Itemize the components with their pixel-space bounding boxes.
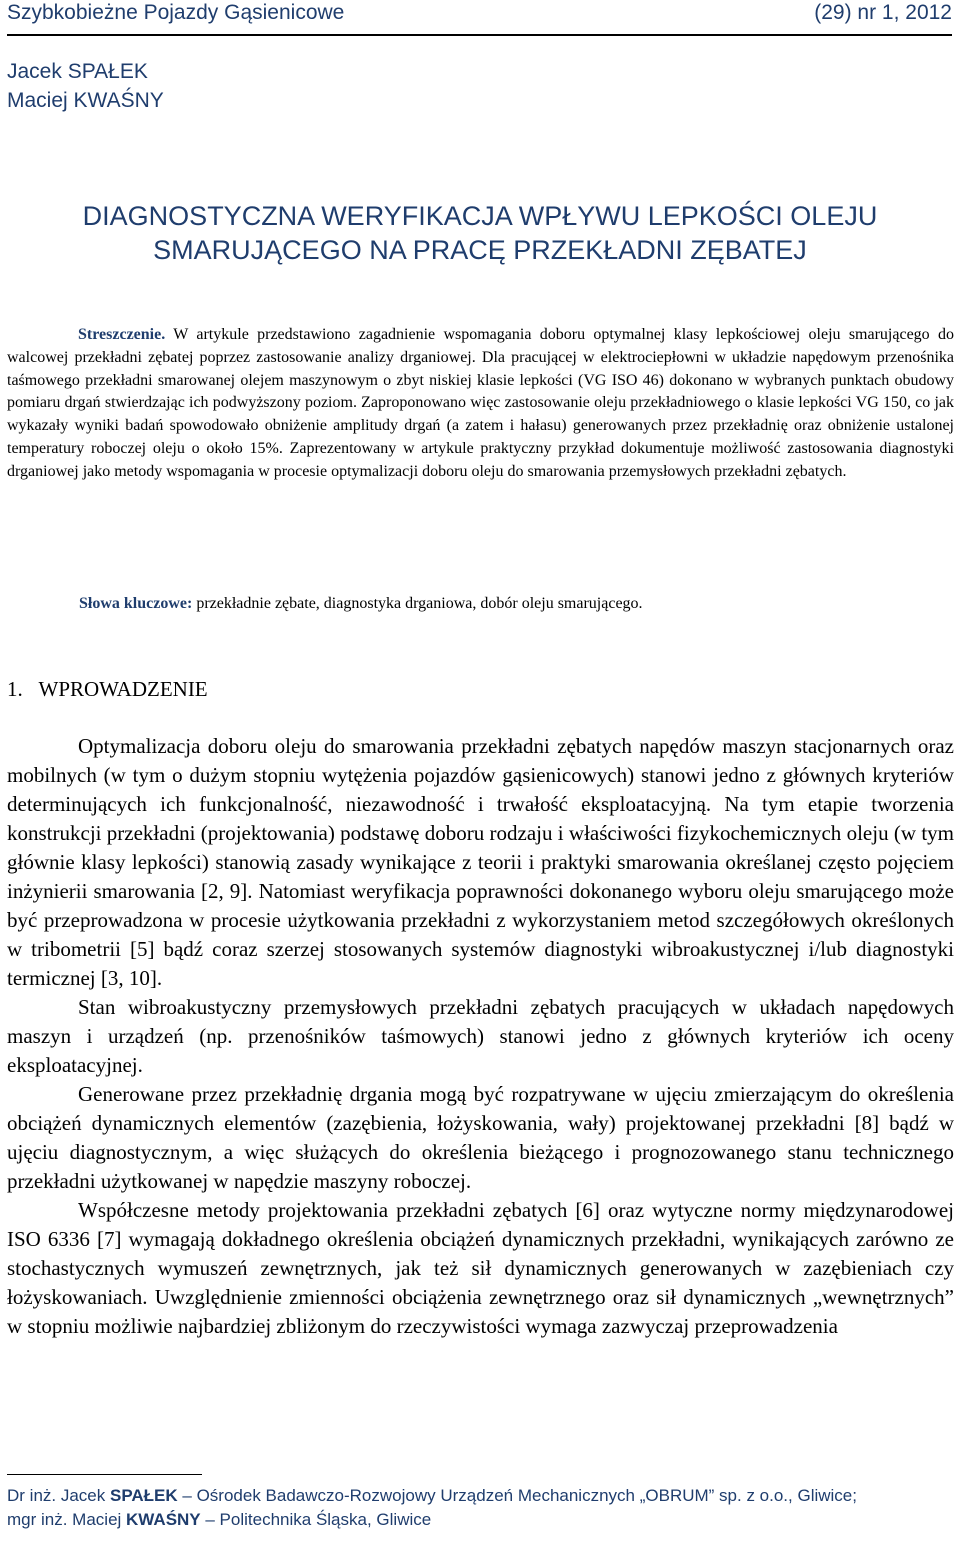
paragraph: Stan wibroakustyczny przemysłowych przekładni zębatych pracujących w układach napędowych maszyn i urządzeń (np. przenośników taśmowych) stanowi jedno z głównych kryteriów ich oceny eksploatacyjnej. [7, 995, 954, 1077]
section-number: 1. [7, 677, 23, 701]
author-name: Maciej KWAŚNY [7, 89, 164, 112]
section-heading [7, 675, 208, 703]
author-name: Jacek SPAŁEK [7, 60, 148, 83]
journal-name: Szybkobieżne Pojazdy Gąsienicowe [7, 1, 345, 24]
paragraph: Optymalizacja doboru oleju do smarowania przekładni zębatych napędów maszyn stacjonarnych oraz mobilnych (w tym o dużym stopniu wytężenia pojazdów gąsienicowych) stanowi jedno z głównych kryteriów determinujących ich funkcjonalność, niezawodność i trwałość eksploatacyjną. Na tym etapie tworzenia konstrukcji przekładni (projektowania) podstawę doboru rodzaju i właściwości fizykochemicznych oleju (w tym głównie klasy lepkości) stanowią zasady wynikające z teorii i praktyki smarowania określanej często pojęciem inżynierii smarowania [2, 9]. Natomiast weryfikacja poprawności dokonanego wyboru oleju smarującego może być przeprowadzona w procesie użytkowania przekładni z wykorzystaniem metod szczegółowych określonych w tribometrii [5] bądź coraz szerzej stosowanych systemów diagnostyki wibroakustycznej i/lub diagnostyki termicznej [3, 10]. [7, 734, 954, 990]
title-line: DIAGNOSTYCZNA WERYFIKACJA WPŁYWU LEPKOŚCI OLEJU [82, 201, 878, 231]
affiliation-title: mgr inż. Maciej [7, 1510, 127, 1529]
paragraph: Współczesne metody projektowania przekładni zębatych [6] oraz wytyczne normy międzynarodowej ISO 6336 [7] wymagają dokładnego określenia obciążeń dynamicznych przekładni, wynikających zarówno ze stochastycznych wymuszeń zewnętrznych, jak też sił dynamicznych generowanych w zazębieniach czy łożyskowaniach. Uwzględnienie zmienności obciążenia zewnętrznego oraz sił dynamicznych „wewnętrznych” w stopniu możliwie najbardziej zbliżonym do rzeczywistości wymaga zazwyczaj przeprowadzenia [7, 1198, 954, 1338]
keywords [79, 593, 954, 615]
affiliation-line [7, 1484, 954, 1508]
keywords-label: Słowa kluczowe: [79, 595, 193, 612]
running-header [7, 0, 952, 36]
body-text [7, 732, 954, 1341]
abstract [7, 324, 954, 484]
abstract-text: W artykule przedstawiono zagadnienie wspomagania doboru optymalnej klasy lepkościowej oleju smarującego do walcowej przekładni zębatej poprzez zastosowanie analizy drganiowej. Dla pracującej w elektrociepłowni w układzie napędowym przenośnika taśmowego przekładni smarowanej olejem maszynowym o zbyt niskiej klasie lepkości (VG ISO 46) dokonano w wybranych punktach obudowy pomiaru drgań stwierdzając ich podwyższony poziom. Zaproponowano więc zastosowanie oleju przekładniowego o klasie lepkości VG 150, co jak wykazały wyniki badań spowodowało obniżenie amplitudy drgań (a zatem i hałasu) generowanych przez przekładnię oraz obniżenie ustalonej temperatury roboczej oleju o około 15%. Zaprezentowany w artykule praktyczny przykład dokumentuje możliwość zastosowania diagnostyki drganiowej jako metody wspomagania w procesie optymalizacji doboru oleju do smarowania przemysłowych przekładni zębatych. [7, 326, 954, 480]
abstract-label: Streszczenie. [78, 326, 166, 343]
author-list [7, 57, 164, 115]
affiliation-line [7, 1508, 954, 1532]
affiliation-institution: – Politechnika Śląska, Gliwice [200, 1510, 432, 1529]
keywords-text: przekładnie zębate, diagnostyka drganiowa, dobór oleju smarującego. [196, 595, 643, 612]
issue-number: (29) nr 1, 2012 [814, 1, 952, 24]
title-line: SMARUJĄCEGO NA PRACĘ PRZEKŁADNI ZĘBATEJ [153, 235, 807, 265]
paragraph: Generowane przez przekładnię drgania mogą być rozpatrywane w ujęciu zmierzającym do określenia obciążeń dynamicznych elementów (zazębienia, łożyskowania, wały) projektowanej przekładni [8] bądź w ujęciu diagnostycznym, a więc służących do określenia bieżącego i prognozowanego stanu technicznego przekładni użytkowanej w napędzie maszyny roboczej. [7, 1082, 954, 1193]
affiliation-surname: KWAŚNY [126, 1510, 201, 1529]
affiliation-institution: – Ośrodek Badawczo-Rozwojowy Urządzeń Mechanicznych „OBRUM” sp. z o.o., Gliwice; [177, 1486, 857, 1505]
affiliation-title: Dr inż. Jacek [7, 1486, 110, 1505]
footnote-divider [7, 1474, 202, 1475]
author-affiliations [7, 1484, 954, 1532]
affiliation-surname: SPAŁEK [109, 1486, 178, 1505]
section-title: WPROWADZENIE [38, 677, 208, 701]
paper-title [0, 199, 960, 267]
